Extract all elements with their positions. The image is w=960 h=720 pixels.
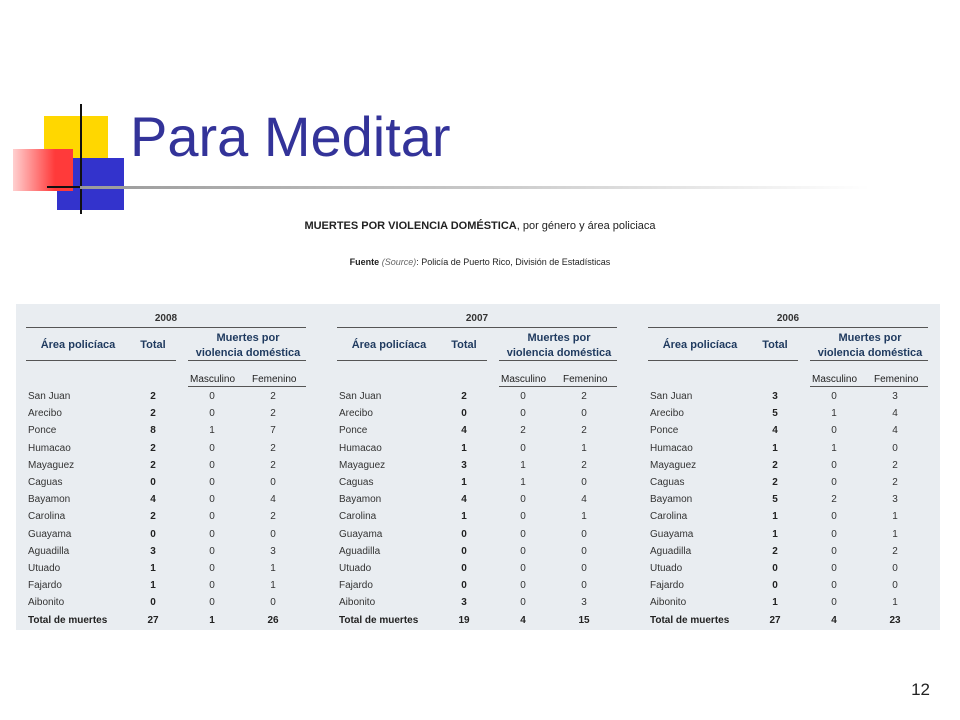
slide-title: Para Meditar	[130, 105, 451, 168]
year-rule	[648, 327, 928, 328]
header-total: Total	[140, 339, 166, 351]
cell-total: 1	[772, 442, 778, 454]
cell-male: 0	[209, 597, 215, 609]
cell-area: Total de muertes	[339, 614, 419, 626]
cell-total: 2	[772, 459, 778, 471]
cell-female: 4	[581, 494, 587, 506]
cell-female: 0	[581, 545, 587, 557]
source-label: Fuente	[349, 257, 380, 267]
header-total: Total	[451, 339, 477, 351]
cell-area: Humacao	[339, 442, 382, 454]
cell-male: 0	[209, 477, 215, 488]
cell-male: 0	[209, 459, 215, 471]
table-row	[16, 527, 316, 544]
cell-area: Bayamon	[28, 494, 71, 506]
cell-total: 2	[150, 408, 156, 420]
cell-male: 0	[209, 408, 215, 420]
cell-area: Ponce	[28, 425, 57, 437]
cell-female: 0	[270, 597, 276, 609]
cell-total: 0	[772, 563, 778, 574]
cell-total: 4	[772, 425, 778, 437]
cell-total: 0	[772, 580, 778, 592]
table-row	[327, 578, 627, 595]
cell-female: 0	[581, 580, 587, 592]
table-row	[16, 561, 316, 578]
statistics-panel	[16, 304, 940, 630]
page-number: 12	[911, 680, 930, 699]
cell-female: 1	[892, 511, 898, 523]
cell-area: Total de muertes	[28, 614, 108, 626]
cell-area: Caguas	[28, 477, 63, 488]
subheader-rule	[810, 386, 928, 387]
table-row	[327, 561, 627, 578]
header-rule-left	[26, 360, 176, 361]
cell-male: 0	[520, 511, 526, 523]
cell-female: 2	[270, 391, 276, 402]
cell-total: 4	[461, 494, 467, 506]
cell-area: Aguadilla	[339, 545, 381, 557]
cell-male: 1	[831, 408, 837, 420]
year-label: 2006	[776, 313, 800, 324]
table-row	[327, 441, 627, 458]
table-row	[327, 595, 627, 612]
cell-total: 0	[461, 408, 467, 420]
cell-area: Arecibo	[28, 408, 62, 420]
header-rule-left	[648, 360, 798, 361]
cell-total: 2	[772, 477, 778, 488]
table-row	[638, 578, 938, 595]
cell-area: Carolina	[339, 511, 377, 523]
cell-female: 0	[270, 528, 276, 540]
cell-female: 1	[581, 511, 587, 523]
cell-area: Ponce	[650, 425, 679, 437]
cell-female: 1	[892, 597, 898, 609]
source-line	[0, 257, 960, 267]
header-area: Área policíaca	[351, 339, 427, 351]
caption-subtitle: , por género y área policiaca	[516, 220, 656, 232]
cell-female: 2	[892, 545, 898, 557]
cell-total: 5	[772, 494, 778, 506]
cell-male: 0	[209, 545, 215, 557]
cell-total: 0	[461, 563, 467, 574]
cell-male: 0	[520, 545, 526, 557]
cell-total: 8	[150, 425, 156, 437]
cell-total: 3	[150, 545, 156, 557]
cell-area: Carolina	[650, 511, 688, 523]
cell-total: 1	[772, 597, 778, 609]
cell-total: 1	[150, 563, 156, 574]
cell-male: 0	[520, 442, 526, 454]
cell-male: 1	[831, 442, 837, 454]
cell-female: 0	[581, 528, 587, 540]
cell-total: 2	[150, 442, 156, 454]
cell-total: 2	[150, 459, 156, 471]
cell-female: 2	[581, 425, 587, 437]
cell-total: 3	[461, 459, 467, 471]
cell-area: Guayama	[650, 528, 694, 540]
cell-female: 2	[270, 442, 276, 454]
cell-total: 0	[150, 528, 156, 540]
cell-female: 4	[892, 408, 898, 420]
header-male: Masculino	[812, 374, 858, 385]
cell-area: Guayama	[28, 528, 72, 540]
cell-female: 23	[889, 614, 901, 626]
cell-female: 7	[270, 425, 276, 437]
cell-female: 2	[581, 391, 587, 402]
cell-total: 5	[772, 408, 778, 420]
cell-female: 1	[581, 442, 587, 454]
cell-total: 1	[772, 511, 778, 523]
cell-total: 27	[769, 614, 781, 626]
decor-red-gradient	[13, 149, 73, 191]
table-row	[16, 406, 316, 423]
cell-total: 0	[461, 545, 467, 557]
header-rule-right	[810, 360, 928, 361]
cell-total: 0	[461, 528, 467, 540]
cell-female: 2	[270, 511, 276, 523]
cell-total: 1	[461, 477, 467, 488]
cell-male: 0	[209, 563, 215, 574]
cell-female: 2	[892, 477, 898, 488]
cell-area: Fajardo	[339, 580, 373, 592]
cell-female: 2	[270, 459, 276, 471]
cell-male: 0	[520, 563, 526, 574]
table-row	[638, 441, 938, 458]
cell-total: 2	[772, 545, 778, 557]
cell-area: Ponce	[339, 425, 368, 437]
cell-female: 1	[270, 563, 276, 574]
year-label: 2007	[465, 313, 489, 324]
cell-female: 0	[892, 442, 898, 454]
year-table-2008	[16, 304, 316, 630]
cell-female: 3	[892, 391, 898, 402]
table-row	[638, 561, 938, 578]
header-deaths-line1: Muertes por	[838, 332, 902, 344]
cell-total: 1	[461, 511, 467, 523]
cell-male: 1	[209, 614, 215, 626]
cell-area: San Juan	[28, 391, 71, 402]
cell-total: 1	[772, 528, 778, 540]
cell-area: Aibonito	[650, 597, 687, 609]
table-caption	[0, 220, 960, 232]
cell-male: 0	[831, 391, 837, 402]
cell-male: 0	[831, 563, 837, 574]
cell-female: 2	[581, 459, 587, 471]
cell-area: Caguas	[650, 477, 685, 488]
subheader-rule	[188, 386, 306, 387]
cell-area: Utuado	[28, 563, 61, 574]
cell-total: 0	[150, 477, 156, 488]
cell-area: San Juan	[339, 391, 382, 402]
cell-male: 1	[520, 459, 526, 471]
table-row	[327, 389, 627, 406]
table-row	[16, 492, 316, 509]
cell-male: 0	[831, 580, 837, 592]
cell-male: 0	[831, 425, 837, 437]
header-male: Masculino	[501, 374, 547, 385]
cell-area: Carolina	[28, 511, 66, 523]
table-row	[327, 509, 627, 526]
table-row	[16, 475, 316, 492]
cell-male: 0	[209, 494, 215, 506]
cell-area: Mayaguez	[28, 459, 75, 471]
cell-area: Arecibo	[650, 408, 684, 420]
cell-area: Humacao	[650, 442, 693, 454]
table-row	[327, 406, 627, 423]
header-female: Femenino	[563, 374, 608, 385]
table-row	[638, 595, 938, 612]
cell-male: 0	[831, 477, 837, 488]
table-row	[638, 544, 938, 561]
cell-total: 4	[461, 425, 467, 437]
header-rule-right	[188, 360, 306, 361]
cell-female: 1	[270, 580, 276, 592]
cell-area: Aibonito	[28, 597, 65, 609]
source-text: : Policía de Puerto Rico, División de Estadísticas	[416, 257, 611, 267]
cell-male: 2	[520, 425, 526, 437]
caption-title: MUERTES POR VIOLENCIA DOMÉSTICA	[304, 220, 517, 232]
cell-female: 3	[581, 597, 587, 609]
cell-total: 3	[461, 597, 467, 609]
cell-area: Aguadilla	[650, 545, 692, 557]
header-deaths-line1: Muertes por	[527, 332, 591, 344]
cell-area: Mayaguez	[339, 459, 386, 471]
cell-female: 4	[270, 494, 276, 506]
cell-male: 0	[209, 580, 215, 592]
table-row	[638, 475, 938, 492]
header-rule-left	[337, 360, 487, 361]
cell-male: 1	[520, 477, 526, 488]
cell-female: 0	[892, 580, 898, 592]
cell-total: 2	[150, 511, 156, 523]
table-row	[16, 544, 316, 561]
table-row	[638, 423, 938, 440]
cell-total: 2	[150, 391, 156, 402]
cell-male: 0	[520, 580, 526, 592]
cell-male: 0	[831, 459, 837, 471]
cell-total: 0	[150, 597, 156, 609]
header-deaths-line1: Muertes por	[216, 332, 280, 344]
table-row	[327, 423, 627, 440]
cell-male: 4	[831, 614, 837, 626]
cell-area: Guayama	[339, 528, 383, 540]
header-rule-right	[499, 360, 617, 361]
cell-male: 4	[520, 614, 526, 626]
table-row	[638, 527, 938, 544]
cell-total: 0	[461, 580, 467, 592]
header-deaths-line2: violencia doméstica	[506, 347, 612, 359]
cell-female: 26	[267, 614, 279, 626]
table-row	[16, 458, 316, 475]
cell-male: 0	[520, 597, 526, 609]
cell-male: 0	[520, 494, 526, 506]
table-row	[638, 406, 938, 423]
table-row	[327, 492, 627, 509]
cell-female: 0	[270, 477, 276, 488]
cell-male: 2	[831, 494, 837, 506]
table-row	[16, 578, 316, 595]
table-row	[16, 389, 316, 406]
cell-female: 3	[892, 494, 898, 506]
cell-male: 0	[520, 391, 526, 402]
cell-male: 0	[209, 442, 215, 454]
cell-female: 0	[581, 477, 587, 488]
cell-male: 0	[209, 528, 215, 540]
cell-area: Arecibo	[339, 408, 373, 420]
total-row	[16, 613, 316, 630]
cell-male: 0	[520, 408, 526, 420]
cell-area: Utuado	[650, 563, 683, 574]
table-row	[16, 509, 316, 526]
decor-vertical-line	[80, 104, 82, 214]
table-row	[327, 544, 627, 561]
cell-area: San Juan	[650, 391, 693, 402]
table-row	[638, 389, 938, 406]
cell-male: 0	[831, 597, 837, 609]
cell-area: Bayamon	[650, 494, 693, 506]
total-row	[327, 613, 627, 630]
cell-female: 0	[892, 563, 898, 574]
cell-female: 3	[270, 545, 276, 557]
source-english: (Source)	[381, 257, 417, 267]
cell-male: 0	[520, 528, 526, 540]
table-row	[327, 458, 627, 475]
cell-area: Utuado	[339, 563, 372, 574]
cell-area: Bayamon	[339, 494, 382, 506]
cell-male: 1	[209, 425, 215, 437]
cell-area: Fajardo	[650, 580, 684, 592]
year-rule	[337, 327, 617, 328]
cell-female: 4	[892, 425, 898, 437]
cell-male: 0	[209, 391, 215, 402]
year-label: 2008	[154, 313, 178, 324]
table-row	[16, 423, 316, 440]
table-row	[16, 595, 316, 612]
cell-total: 1	[461, 442, 467, 454]
table-row	[638, 509, 938, 526]
header-female: Femenino	[874, 374, 919, 385]
header-female: Femenino	[252, 374, 297, 385]
table-row	[327, 475, 627, 492]
cell-area: Total de muertes	[650, 614, 730, 626]
cell-total: 4	[150, 494, 156, 506]
header-area: Área policíaca	[40, 339, 116, 351]
cell-male: 0	[831, 511, 837, 523]
cell-female: 2	[892, 459, 898, 471]
cell-female: 0	[581, 563, 587, 574]
cell-area: Fajardo	[28, 580, 62, 592]
total-row	[638, 613, 938, 630]
cell-total: 19	[458, 614, 470, 626]
table-row	[638, 492, 938, 509]
year-table-2007	[327, 304, 627, 630]
subheader-rule	[499, 386, 617, 387]
table-row	[638, 458, 938, 475]
header-deaths-line2: violencia doméstica	[195, 347, 301, 359]
cell-total: 27	[147, 614, 159, 626]
cell-female: 1	[892, 528, 898, 540]
year-rule	[26, 327, 306, 328]
header-male: Masculino	[190, 374, 236, 385]
table-row	[327, 527, 627, 544]
cell-total: 3	[772, 391, 778, 402]
cell-area: Aguadilla	[28, 545, 70, 557]
title-underline	[80, 186, 870, 189]
cell-female: 0	[581, 408, 587, 420]
cell-area: Humacao	[28, 442, 71, 454]
cell-male: 0	[831, 528, 837, 540]
cell-female: 2	[270, 408, 276, 420]
cell-total: 2	[461, 391, 467, 402]
cell-area: Mayaguez	[650, 459, 697, 471]
cell-male: 0	[831, 545, 837, 557]
year-table-2006	[638, 304, 938, 630]
cell-area: Caguas	[339, 477, 374, 488]
table-row	[16, 441, 316, 458]
header-area: Área policíaca	[662, 339, 738, 351]
cell-total: 1	[150, 580, 156, 592]
cell-female: 15	[578, 614, 590, 626]
cell-male: 0	[209, 511, 215, 523]
header-deaths-line2: violencia doméstica	[817, 347, 923, 359]
cell-area: Aibonito	[339, 597, 376, 609]
header-total: Total	[762, 339, 788, 351]
